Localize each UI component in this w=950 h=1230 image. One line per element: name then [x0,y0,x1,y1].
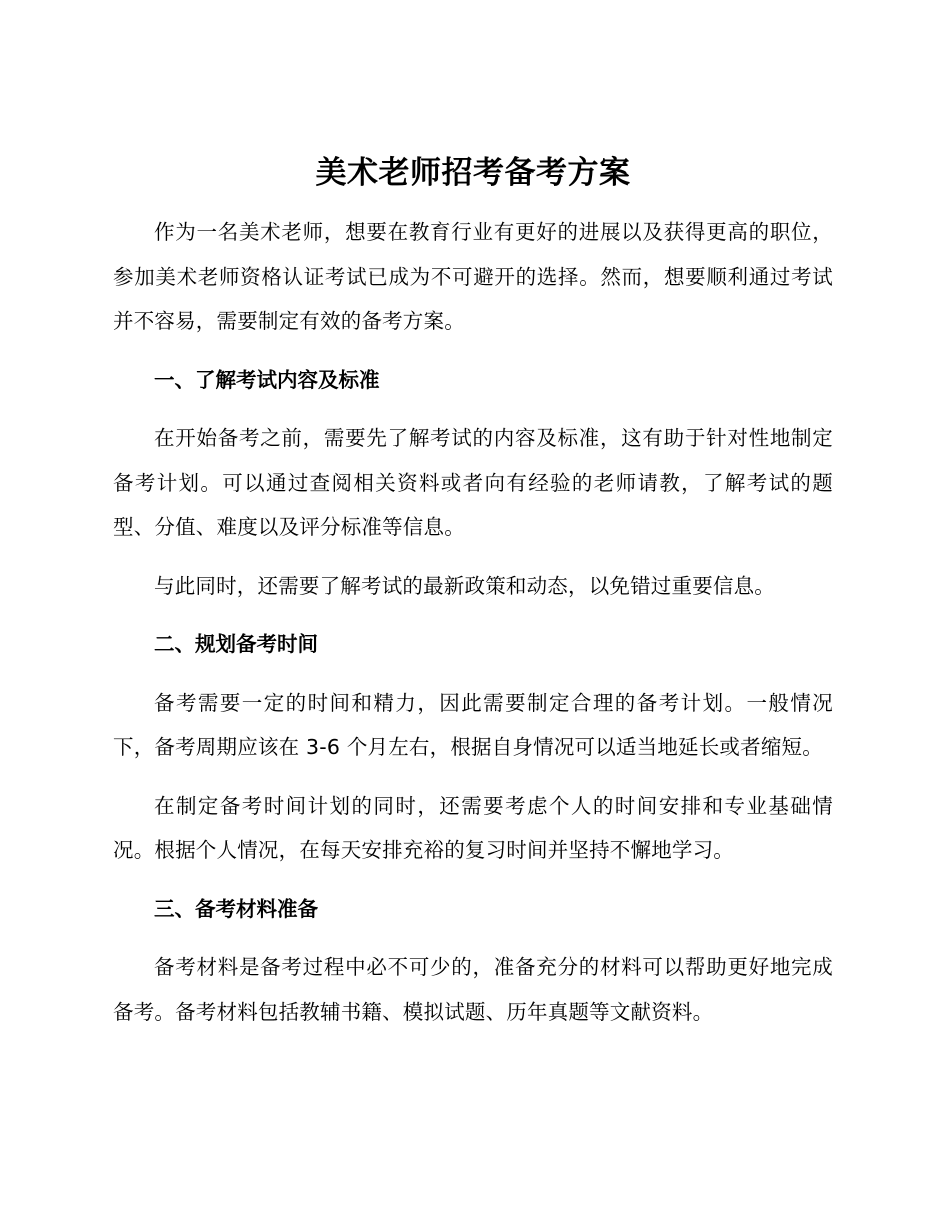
section-heading-schedule: 二、规划备考时间 [154,632,318,656]
section-paragraph: 备考材料是备考过程中必不可少的，准备充分的材料可以帮助更好地完成备考。备考材料包括教辅书籍、模拟试题、历年真题等文献资料。 [113,955,833,1024]
section-paragraph: 在开始备考之前，需要先了解考试的内容及标准，这有助于针对性地制定备考计划。可以通过查阅相关资料或者向有经验的老师请教，了解考试的题型、分值、难度以及评分标准等信息。 [113,426,833,539]
section-paragraph: 在制定备考时间计划的同时，还需要考虑个人的时间安排和专业基础情况。根据个人情况，在每天安排充裕的复习时间并坚持不懈地学习。 [113,793,833,862]
section-heading-materials: 三、备考材料准备 [154,896,318,921]
section-paragraph: 与此同时，还需要了解考试的最新政策和动态，以免错过重要信息。 [154,573,775,598]
document-title: 美术老师招考备考方案 [315,155,631,191]
intro-paragraph: 作为一名美术老师，想要在教育行业有更好的进展以及获得更高的职位，参加美术老师资格认证考试已成为不可避开的选择。然而，想要顺利通过考试并不容易，需要制定有效的备考方案。 [113,220,833,333]
section-paragraph: 备考需要一定的时间和精力，因此需要制定合理的备考计划。一般情况下，备考周期应该在 3-6 个月左右，根据自身情况可以适当地延长或者缩短。 [113,690,833,759]
document-page [113,150,833,1048]
section-heading-exam-content: 一、了解考试内容及标准 [154,367,380,392]
